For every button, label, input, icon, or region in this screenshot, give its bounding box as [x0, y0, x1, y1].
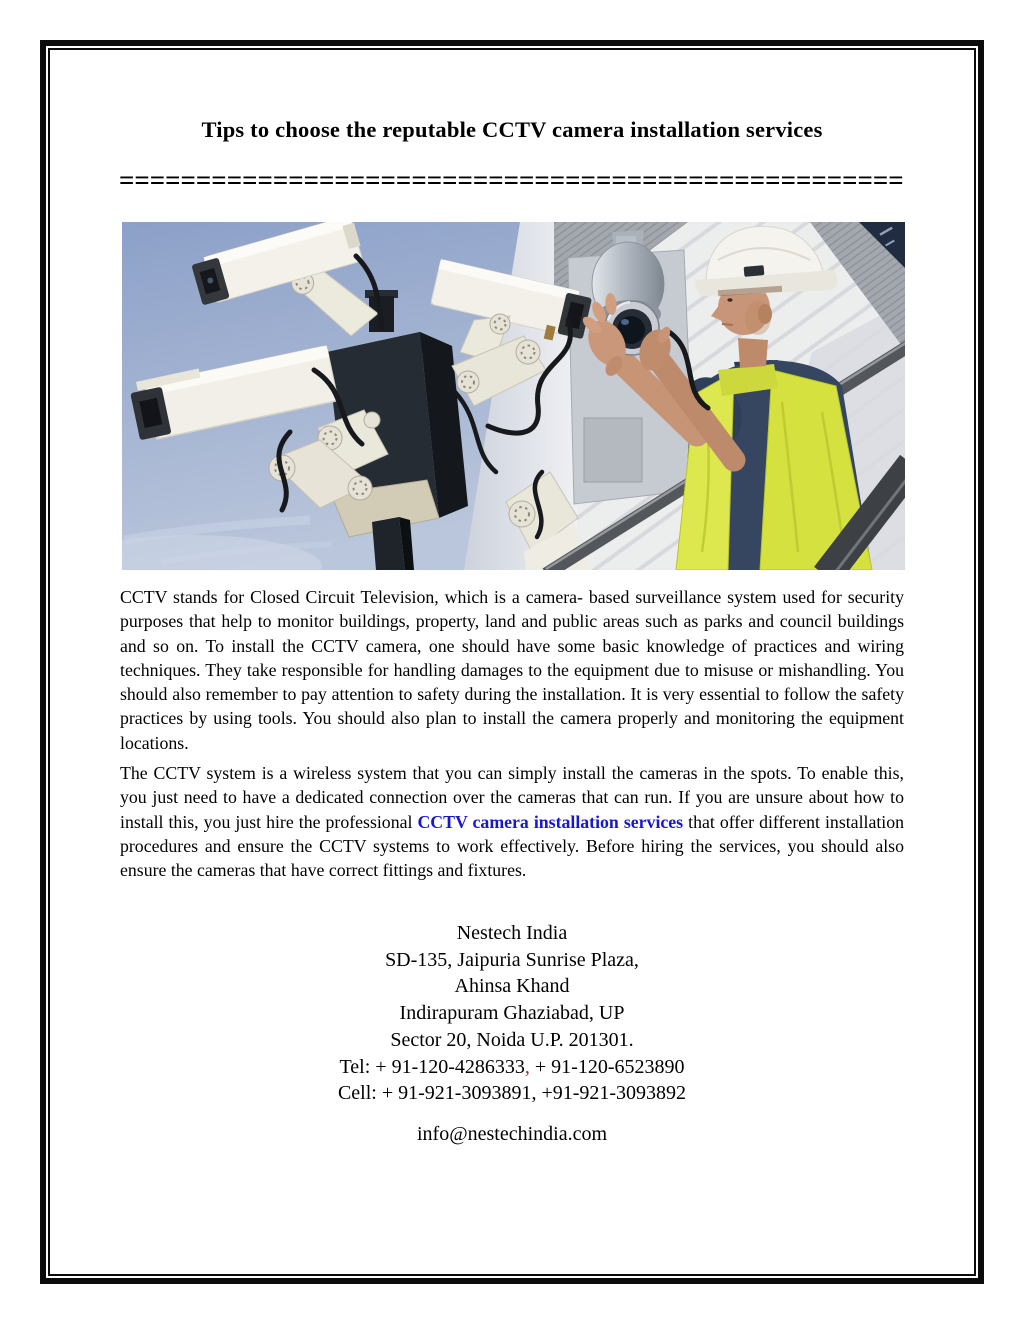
- separator-line: ===================================================: [119, 165, 904, 195]
- address-line-2: Ahinsa Khand: [454, 975, 570, 998]
- tel-comma: ,: [524, 1055, 530, 1078]
- cctv-services-link[interactable]: CCTV camera installation services: [417, 811, 684, 832]
- contact-block: [120, 920, 904, 1107]
- tel-numbers-2: + 91-120-6523890: [529, 1055, 685, 1078]
- address-line-4: Sector 20, Noida U.P. 201301.: [390, 1028, 634, 1051]
- intro-paragraph: [120, 585, 904, 755]
- intro-paragraph-text: CCTV stands for Closed Circuit Television, which is a camera- based surveillance system used for security purposes that help to monitor buildings, property, land and public areas such as parks and council buildings and so on. To install the CCTV camera, one should have some basic knowledge of practices and wiring techniques. They take responsible for handling damages to the equipment due to misuse or mishandling. You should also remember to pay attention to safety during the installation. It is very essential to follow the safety practices by using tools. You should also plan to install the camera properly and monitoring the equipment locations.: [120, 587, 904, 753]
- cctv-installation-photo: [122, 222, 905, 570]
- tel-numbers: Tel: + 91-120-4286333: [339, 1055, 525, 1078]
- hiring-paragraph: [120, 761, 904, 882]
- company-name: Nestech India: [456, 922, 568, 944]
- hiring-paragraph-text-after: that offer different installation procedures and ensure the CCTV systems to work effectively. Before hiring the services, you should also ensure the cameras that have correct fittings and fixtures.: [120, 811, 905, 881]
- tel-line: [120, 1054, 904, 1081]
- cell-line: Cell: + 91-921-3093891, +91-921-3093892: [337, 1082, 687, 1105]
- hiring-paragraph-text-before: The CCTV system is a wireless system that you can simply install the cameras in the spots. To enable this, you just need to have a dedicated connection over the cameras that can run. If you are unsure about how to install this, you just hire the professional: [120, 763, 904, 832]
- email-text: info@nestechindia.com: [416, 1123, 608, 1145]
- address-line-1: SD-135, Jaipuria Sunrise Plaza,: [385, 948, 639, 971]
- page-title: Tips to choose the reputable CCTV camera installation services: [201, 117, 823, 142]
- address-line-3: Indirapuram Ghaziabad, UP: [399, 1002, 625, 1025]
